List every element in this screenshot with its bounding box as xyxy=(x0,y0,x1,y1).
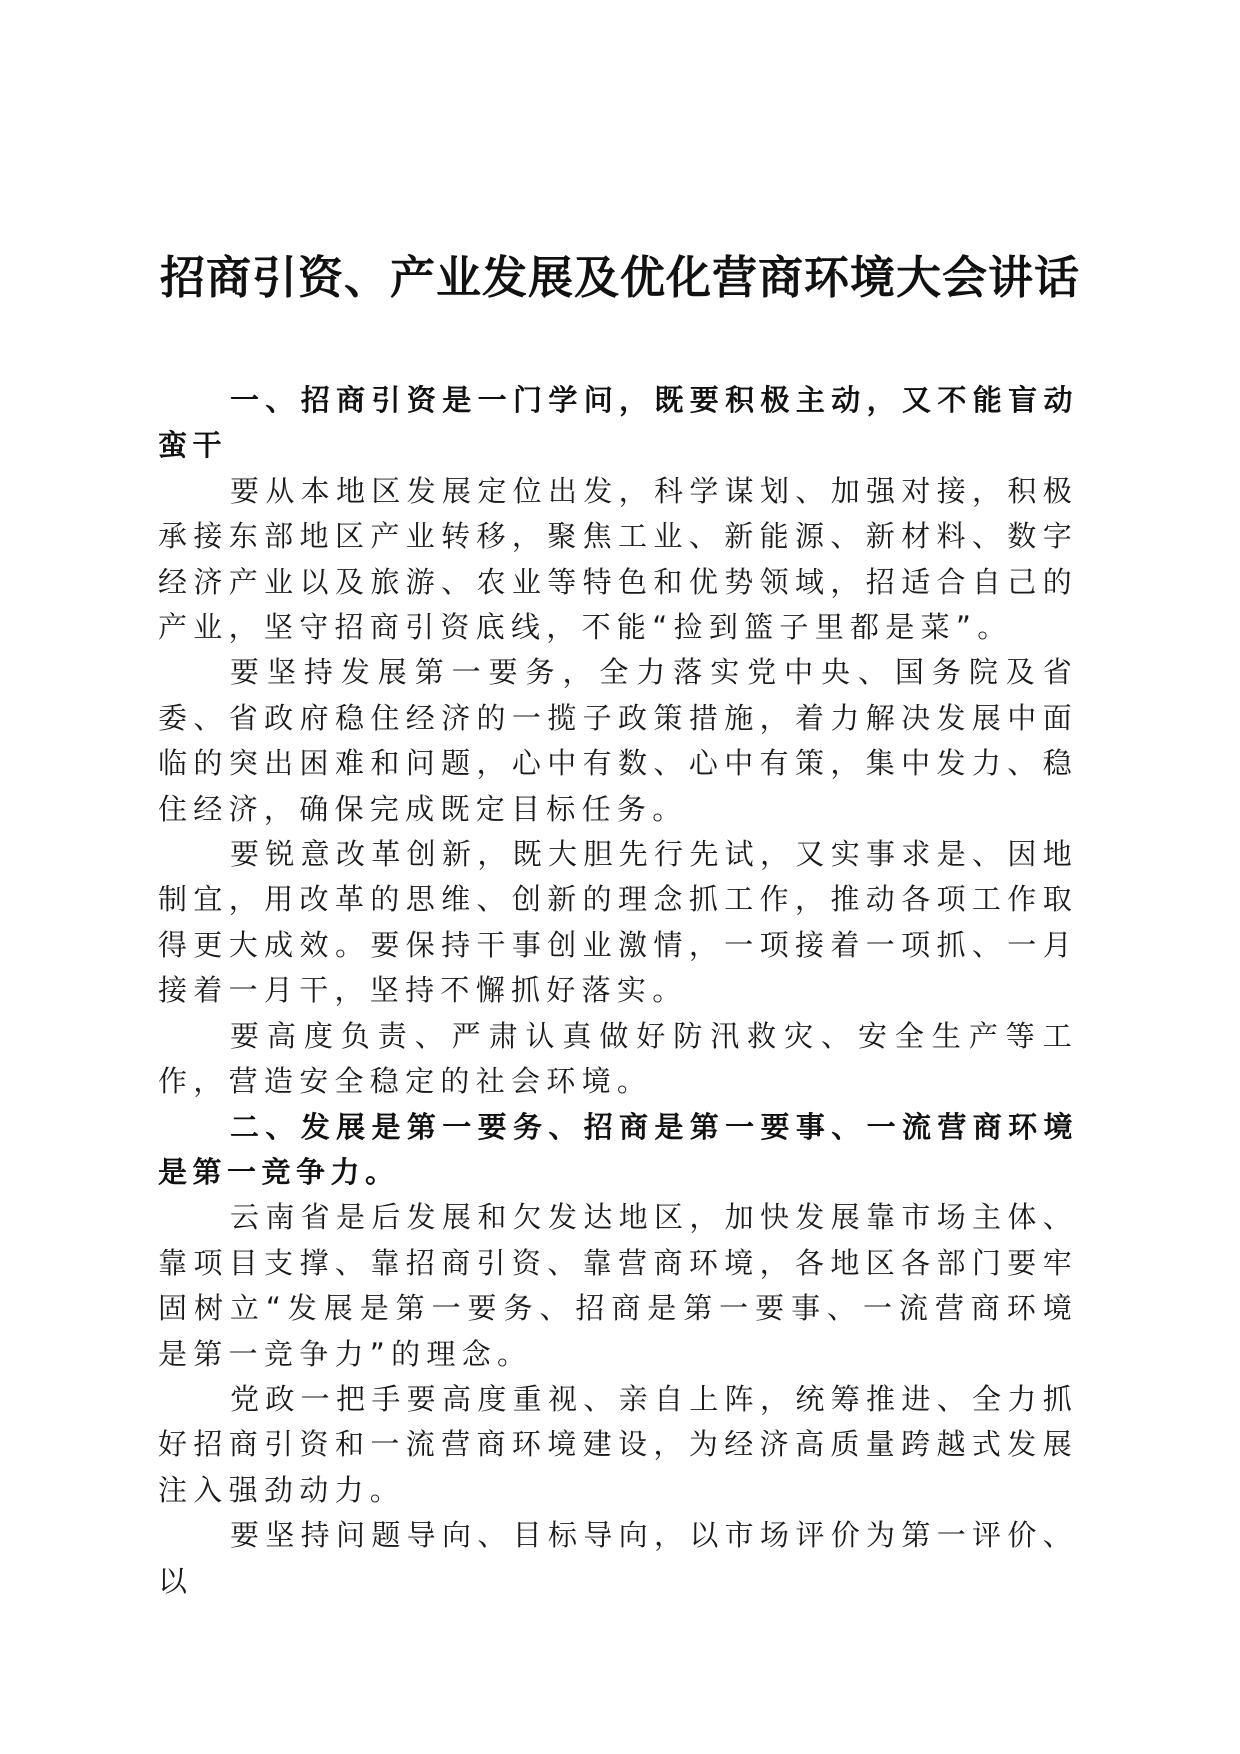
section-heading-2: 二、发展是第一要务、招商是第一要事、一流营商环境是第一竞争力。 xyxy=(158,1109,1078,1189)
paragraph: 要从本地区发展定位出发，科学谋划、加强对接，积极承接东部地区产业转移，聚焦工业、新能源、新材料、数字经济产业以及旅游、农业等特色和优势领域，招适合自己的产业，坚守招商引资底线，不能“捡到篮子里都是菜”。 xyxy=(158,473,1078,645)
paragraph: 要锐意改革创新，既大胆先行先试，又实事求是、因地制宜，用改革的思维、创新的理念抓工作，推动各项工作取得更大成效。要保持干事创业激情，一项接着一项抓、一月接着一月干，坚持不懈抓好落实。 xyxy=(158,837,1078,1008)
paragraph: 云南省是后发展和欠发达地区，加快发展靠市场主体、靠项目支撑、靠招商引资、靠营商环境，各地区各部门要牢固树立“发展是第一要务、招商是第一要事、一流营商环境是第一竞争力”的理念。 xyxy=(158,1200,1078,1371)
paragraph: 要坚持发展第一要务，全力落实党中央、国务院及省委、省政府稳住经济的一揽子政策措施，着力解决发展中面临的突出困难和问题，心中有数、心中有策，集中发力、稳住经济，确保完成既定目标任务。 xyxy=(158,655,1078,826)
paragraph: 党政一把手要高度重视、亲自上阵，统筹推进、全力抓好招商引资和一流营商环境建设，为经济高质量跨越式发展注入强劲动力。 xyxy=(158,1381,1078,1507)
document-body xyxy=(158,378,1078,1604)
paragraph: 要高度负责、严肃认真做好防汛救灾、安全生产等工作，营造安全稳定的社会环境。 xyxy=(158,1018,1078,1099)
paragraph: 要坚持问题导向、目标导向，以市场评价为第一评价、以 xyxy=(158,1518,1078,1598)
section-heading-1: 一、招商引资是一门学问，既要积极主动，又不能盲动蛮干 xyxy=(158,383,1078,463)
document-title: 招商引资、产业发展及优化营商环境大会讲话 xyxy=(159,251,1080,304)
